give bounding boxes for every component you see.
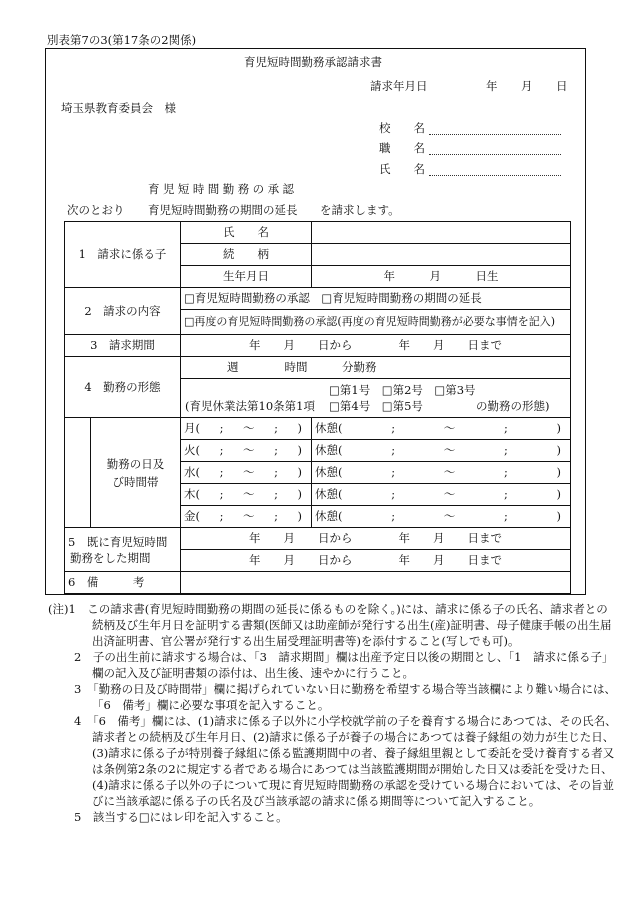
s2-option-row-1[interactable]: □育児短時間勤務の承認 □育児短時間勤務の期間の延長: [181, 288, 571, 310]
option-approval: 育児短時間勤務の承認: [148, 182, 298, 196]
s4-label: 4 勤務の形態: [65, 357, 181, 418]
s1-name-input[interactable]: [312, 222, 571, 244]
day-row-thu[interactable]: 木( ; ～ ; ): [181, 484, 312, 506]
request-date-day: 日: [556, 79, 568, 93]
note-2: 2 子の出生前に請求する場合は、「3 請求期間」欄は出産予定日以後の期間とし、「1 請求に係る子」欄の記入及び証明書類の添付は、出生後、速やかに行うこと。: [74, 650, 614, 680]
form-title: 育児短時間勤務承認請求書: [244, 55, 382, 69]
s2-label: 2 請求の内容: [65, 288, 181, 335]
s5-period-row-2[interactable]: 年 月 日から 年 月 日まで: [181, 550, 571, 572]
s4-tail: の勤務の形態): [476, 399, 550, 413]
applicant-name-field[interactable]: 氏 名: [379, 162, 561, 176]
s1-birth-label: 生年月日: [181, 266, 312, 288]
rest-row-fri[interactable]: 休憩( ; ～ ; ): [312, 506, 571, 528]
s3-period-value[interactable]: 年 月 日から 年 月 日まで: [181, 335, 571, 357]
day-row-fri[interactable]: 金( ; ～ ; ): [181, 506, 312, 528]
addressee: 埼玉県教育委員会 様: [61, 101, 176, 115]
day-row-wed[interactable]: 水( ; ～ ; ): [181, 462, 312, 484]
lead-end-text: を請求します。: [320, 203, 400, 217]
note-5: 5 該当する□にはレ印を記入すること。: [74, 810, 288, 824]
s4-options-1: □第1号 □第2号 □第3号: [329, 383, 476, 397]
s5-period-row-1[interactable]: 年 月 日から 年 月 日まで: [181, 528, 571, 550]
note-3: 3 「勤務の日及び時間帯」欄に掲げられていない日に勤務を希望する場合等当該欄により難い場合には、「6 備考」欄に必要な事項を記入すること。: [74, 682, 617, 712]
s1-birth-value[interactable]: 年 月 日生: [312, 266, 571, 288]
s4-work-type-options[interactable]: [181, 379, 571, 418]
s4-options-2: □第4号 □第5号: [329, 399, 423, 413]
rest-row-tue[interactable]: 休憩( ; ～ ; ): [312, 440, 571, 462]
rest-row-mon[interactable]: 休憩( ; ～ ; ): [312, 418, 571, 440]
s3-label: 3 請求期間: [65, 335, 181, 357]
note-1: (注)1 この請求書(育児短時間勤務の期間の延長に係るものを除く。)には、請求に係る子の氏名、請求者との続柄及び生年月日を証明する書類(医師又は助産師が発行する出生(産)証明書、母子健康手帳の出生届出済証明書、官公署が発行する出生届受理証明書等)を添付すること(写しでも可)。: [48, 602, 612, 648]
request-date-label: 請求年月日: [370, 79, 428, 93]
note-4: 4 「6 備考」欄には、(1)請求に係る子以外に小学校就学前の子を養育する場合にあつては、その氏名、請求者との続柄及び生年月日、(2)請求に係る子が養子の場合にあつては養子縁組の効力が生じた日、(3)請求に係る子が特別養子縁組に係る監護期間中の者、養子縁組里親として委託を受け養育する者又は条例第2条の2に規定する者である場合にあつては当該監護期間が開始した日又は委託を受けた日、(4)請求に係る子以外の子について現に育児短時間勤務の承認を受けている場合においては、その旨並びに当該承認に係る子の氏名及び当該承認の請求に係る期間等について記入すること。: [74, 714, 617, 808]
s2-option-row-2[interactable]: □再度の育児短時間勤務の承認(再度の育児短時間勤務が必要な事情を記入): [181, 310, 571, 335]
s1-name-label: 氏 名: [181, 222, 312, 244]
request-table: [64, 221, 571, 594]
request-date-year: 年: [486, 79, 498, 93]
lead-text: 次のとおり: [67, 203, 125, 217]
s1-label: 1 請求に係る子: [65, 222, 181, 288]
form-reference: 別表第7の3(第17条の2関係): [47, 33, 197, 47]
day-row-tue[interactable]: 火( ; ～ ; ): [181, 440, 312, 462]
s6-remarks-input[interactable]: [181, 572, 571, 594]
request-date-month: 月: [521, 79, 533, 93]
s1-relation-label: 続 柄: [181, 244, 312, 266]
school-name-field[interactable]: 校 名: [379, 121, 561, 135]
s6-label: 6 備 考: [65, 572, 181, 594]
day-row-mon[interactable]: 月( ; ～ ; ): [181, 418, 312, 440]
option-extension: 育児短時間勤務の期間の延長: [148, 203, 298, 217]
notes-section: [48, 601, 618, 825]
rest-row-thu[interactable]: 休憩( ; ～ ; ): [312, 484, 571, 506]
s4-days-label: 勤務の日及 び時間帯: [91, 418, 181, 528]
s4-weekly-hours[interactable]: 週 時間 分勤務: [181, 357, 571, 379]
position-field[interactable]: 職 名: [379, 141, 561, 155]
rest-row-wed[interactable]: 休憩( ; ～ ; ): [312, 462, 571, 484]
s5-label: 5 既に育児短時間 勤務をした期間: [65, 528, 181, 572]
s4-law-ref: (育児休業法第10条第1項: [185, 399, 315, 413]
s1-relation-input[interactable]: [312, 244, 571, 266]
